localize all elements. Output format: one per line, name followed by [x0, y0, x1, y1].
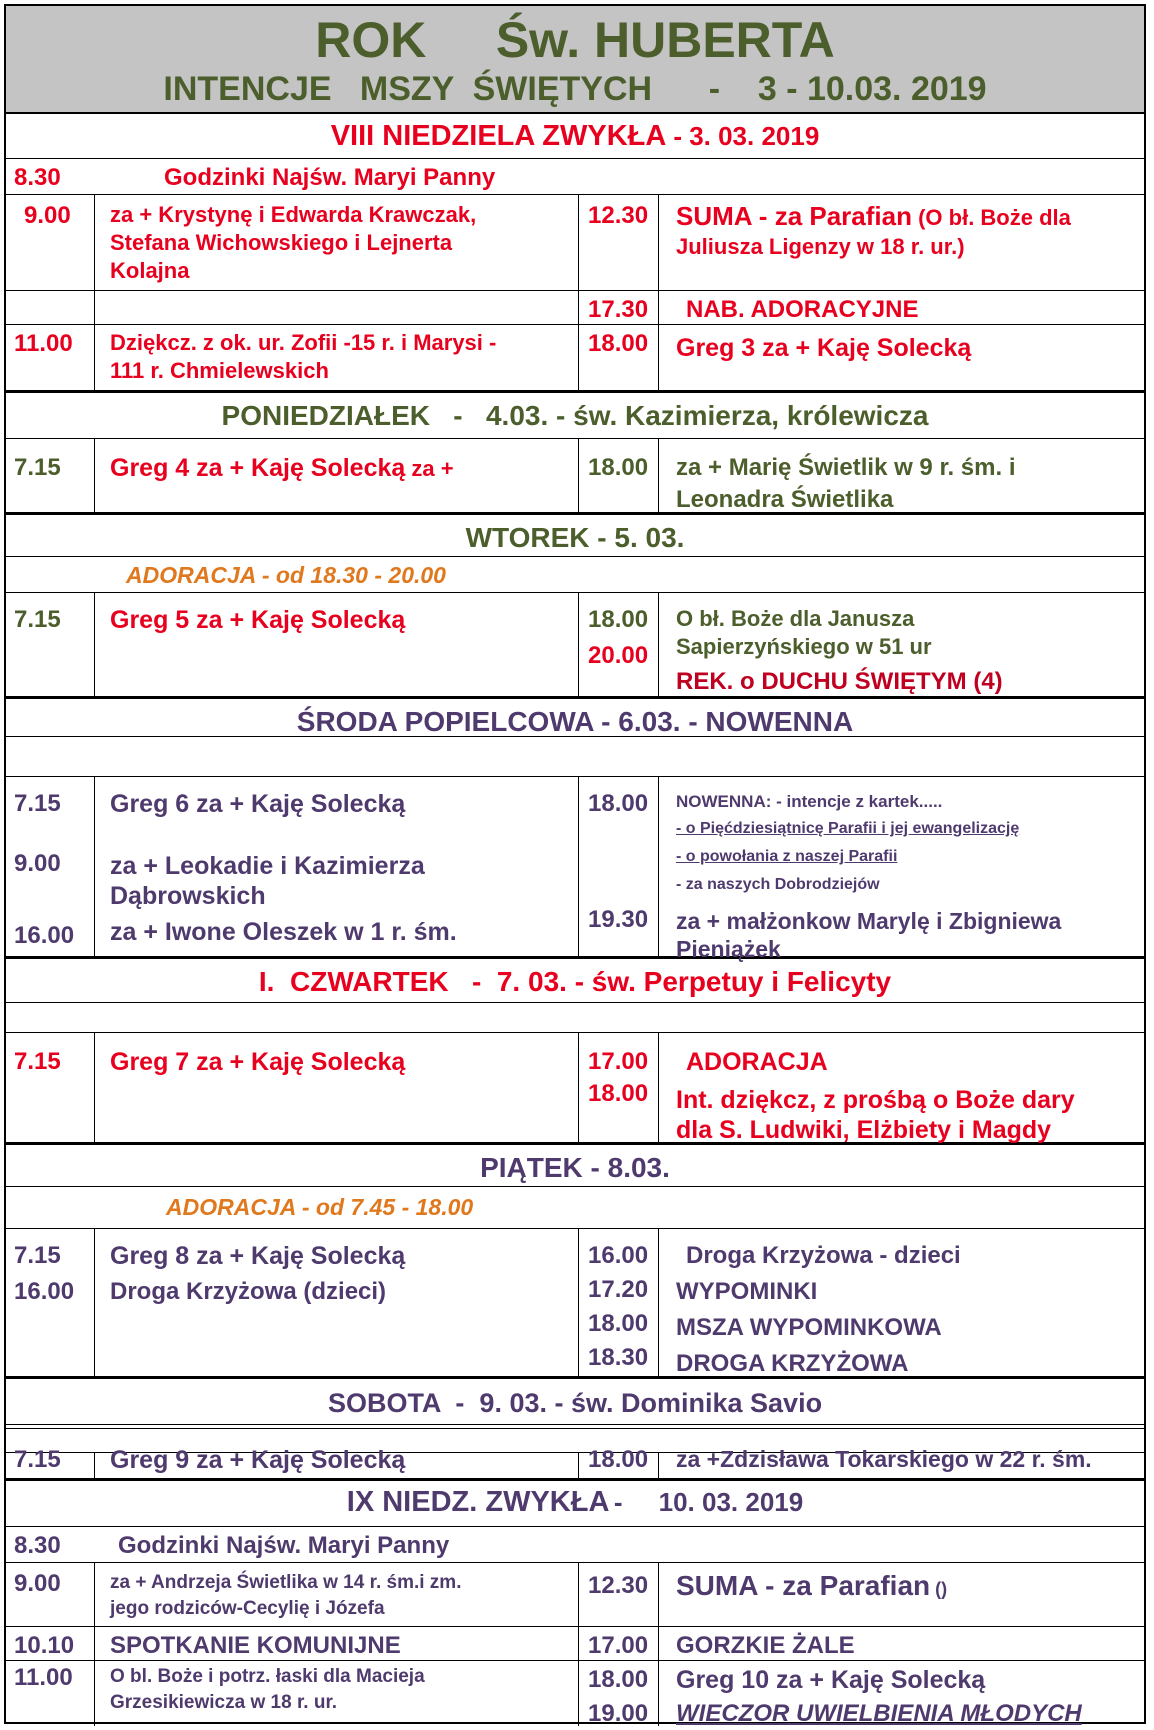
mass-time: 18.30	[588, 1344, 649, 1371]
mass-intention: Dąbrowskich	[110, 882, 266, 910]
mass-intention	[676, 1570, 947, 1602]
page-subtitle: INTENCJE MSZY ŚWIĘTYCH - 3 - 10.03. 2019	[163, 70, 987, 108]
mass-time: 16.00	[588, 1242, 649, 1269]
mass-time: 18.00	[588, 1080, 649, 1107]
mass-time: 7.15	[14, 606, 61, 633]
mass-intention: Int. dziękcz, z prośbą o Boże dary	[676, 1086, 1075, 1114]
mass-time: 18.00	[588, 1666, 649, 1693]
mass-time: 18.00	[588, 606, 649, 633]
mass-time: 19.00	[588, 1700, 649, 1727]
mass-intention-extra: za +	[405, 456, 454, 481]
novena-note: - intencje z kartek.....	[771, 792, 943, 811]
mass-time: 20.00	[588, 642, 649, 669]
day-heading-tuesday: WTOREK - 5. 03.	[465, 522, 685, 553]
day-heading-wednesday: ŚRODA POPIELCOWA - 6.03. - NOWENNA	[296, 706, 854, 737]
mass-intention: Dziękcz. z ok. ur. Zofii -15 r. i Marysi -	[110, 330, 497, 355]
mass-time: 18.00	[588, 454, 649, 481]
day-heading-thursday: I. CZWARTEK - 7. 03. - św. Perpetuy i Felicyty	[258, 966, 892, 997]
mass-time: 18.00	[588, 790, 649, 817]
mass-intention: za + Iwone Oleszek w 1 r. śm.	[110, 918, 457, 946]
event-label: MSZA WYPOMINKOWA	[676, 1314, 942, 1341]
mass-intention: Godzinki Najśw. Maryi Panny	[118, 1532, 450, 1559]
mass-intention: za + Marię Świetlik w 9 r. śm. i	[676, 454, 1016, 481]
mass-time: 7.15	[14, 790, 61, 817]
mass-time: 7.15	[14, 1242, 61, 1269]
mass-time: 17.00	[588, 1048, 649, 1075]
day-heading-friday: PIĄTEK - 8.03.	[480, 1152, 670, 1183]
mass-intention-main: Greg 4 za + Kaję Solecką	[110, 454, 406, 482]
mass-time: 16.00	[14, 922, 75, 949]
mass-intention: Pieniążek	[676, 936, 781, 962]
mass-time: 8.30	[14, 164, 61, 191]
mass-intention: za +Zdzisława Tokarskiego w 22 r. śm.	[676, 1446, 1092, 1472]
mass-intention: Greg 7 za + Kaję Solecką	[110, 1048, 406, 1076]
mass-time: 9.00	[24, 202, 71, 229]
mass-intention: Grzesikiewicza w 18 r. ur.	[110, 1692, 338, 1713]
mass-intention: Greg 5 za + Kaję Solecką	[110, 606, 406, 634]
novena-intention: - o powołania z naszej Parafii	[676, 848, 898, 865]
mass-time: 12.30	[588, 1572, 649, 1599]
adoration-note: ADORACJA - od 18.30 - 20.00	[126, 562, 446, 588]
mass-intention: za + Leokadie i Kazimierza	[110, 852, 425, 880]
novena-intention: - o Pięćdziesiątnicę Parafii i jej ewangelizację	[676, 820, 1020, 837]
mass-intention: dla S. Ludwiki, Elżbiety i Magdy	[676, 1116, 1052, 1144]
day-heading-saturday: SOBOTA - 9. 03. - św. Dominika Savio	[327, 1388, 823, 1418]
mass-time: 17.00	[588, 1632, 649, 1659]
mass-intention: za + Krystynę i Edwarda Krawczak,	[110, 202, 477, 227]
event-label: ADORACJA	[686, 1048, 828, 1076]
mass-intention: za + małżonkow Marylę i Zbigniewa	[676, 908, 1062, 934]
mass-intention: Greg 3 za + Kaję Solecką	[676, 334, 972, 362]
event-label: Droga Krzyżowa - dzieci	[686, 1242, 961, 1269]
mass-intention: O bł. Boże dla Janusza	[676, 606, 915, 631]
mass-intention: jego rodziców-Cecylię i Józefa	[110, 1598, 385, 1619]
day-heading-monday: PONIEDZIAŁEK - 4.03. - św. Kazimierza, królewicza	[221, 400, 929, 431]
mass-time: 11.00	[14, 330, 73, 357]
day-heading-sunday-1-date: - 3. 03. 2019	[673, 121, 820, 151]
adoration-note: ADORACJA - od 7.45 - 18.00	[166, 1194, 474, 1220]
intentions-sheet	[4, 4, 1146, 1727]
mass-time: 9.00	[14, 850, 61, 877]
mass-intention: Greg 9 za + Kaję Solecką	[110, 1446, 406, 1474]
novena-heading	[676, 792, 942, 812]
event-label: NAB. ADORACYJNE	[686, 296, 919, 323]
mass-intention: Leonadra Świetlika	[676, 486, 894, 513]
event-label: SPOTKANIE KOMUNIJNE	[110, 1632, 401, 1659]
mass-time: 18.00	[588, 1446, 649, 1473]
mass-intention	[676, 202, 1071, 232]
mass-intention: Juliusza Ligenzy w 18 r. ur.)	[676, 234, 965, 259]
mass-time: 10.10	[14, 1632, 75, 1659]
mass-time: 7.15	[14, 1446, 61, 1473]
mass-intention: Greg 8 za + Kaję Solecką	[110, 1242, 406, 1270]
day-heading-sunday-2-date: - 10. 03. 2019	[613, 1487, 804, 1517]
mass-intention: Sapierzyńskiego w 51 ur	[676, 634, 932, 659]
mass-intention: O bl. Boże i potrz. łaski dla Macieja	[110, 1666, 425, 1687]
mass-intention: Greg 10 za + Kaję Solecką	[676, 1666, 986, 1694]
mass-time: 8.30	[14, 1532, 61, 1559]
suma-intention: (O bł. Boże dla	[911, 205, 1071, 230]
page-title: ROK Św. HUBERTA	[315, 12, 835, 68]
event-label: WIECZOR UWIELBIENIA MŁODYCH	[676, 1700, 1082, 1727]
mass-time: 17.30	[588, 296, 649, 323]
mass-time: 7.15	[14, 1048, 61, 1075]
mass-intention: Kolajna	[110, 258, 190, 283]
mass-intention	[110, 454, 454, 483]
event-label: DROGA KRZYŻOWA	[676, 1350, 909, 1377]
mass-intention: 111 r. Chmielewskich	[110, 358, 329, 383]
mass-time: 17.20	[588, 1276, 649, 1303]
mass-time: 18.00	[588, 330, 649, 357]
mass-intention: Godzinki Najśw. Maryi Panny	[164, 164, 496, 191]
suma-intention: ()	[930, 1579, 948, 1599]
novena-label: NOWENNA:	[676, 792, 772, 811]
mass-time: 12.30	[588, 202, 649, 229]
day-heading-sunday-1	[6, 120, 1144, 153]
mass-intention: Stefana Wichowskiego i Lejnerta	[110, 230, 453, 255]
mass-time: 11.00	[14, 1664, 73, 1691]
mass-time: 19.30	[588, 906, 649, 933]
mass-time: 16.00	[14, 1278, 75, 1305]
mass-time: 18.00	[588, 1310, 649, 1337]
event-label: REK. o DUCHU ŚWIĘTYM (4)	[676, 668, 1003, 695]
novena-intention: - za naszych Dobrodziejów	[676, 876, 880, 893]
event-label: GORZKIE ŻALE	[676, 1632, 855, 1659]
mass-intention: Greg 6 za + Kaję Solecką	[110, 790, 406, 818]
mass-intention: za + Andrzeja Świetlika w 14 r. śm.i zm.	[110, 1572, 462, 1593]
day-heading-sunday-2-name: IX NIEDZ. ZWYKŁA	[346, 1486, 610, 1518]
suma-label: SUMA - za Parafian	[676, 1570, 931, 1601]
mass-time: 7.15	[14, 454, 61, 481]
event-label: WYPOMINKI	[676, 1278, 818, 1305]
day-heading-sunday-1-name: VIII NIEDZIELA ZWYKŁA	[330, 120, 666, 152]
mass-intention: Droga Krzyżowa (dzieci)	[110, 1278, 387, 1305]
mass-time: 9.00	[14, 1570, 61, 1597]
suma-label: SUMA - za Parafian	[676, 201, 912, 231]
day-heading-sunday-2	[6, 1486, 1144, 1519]
